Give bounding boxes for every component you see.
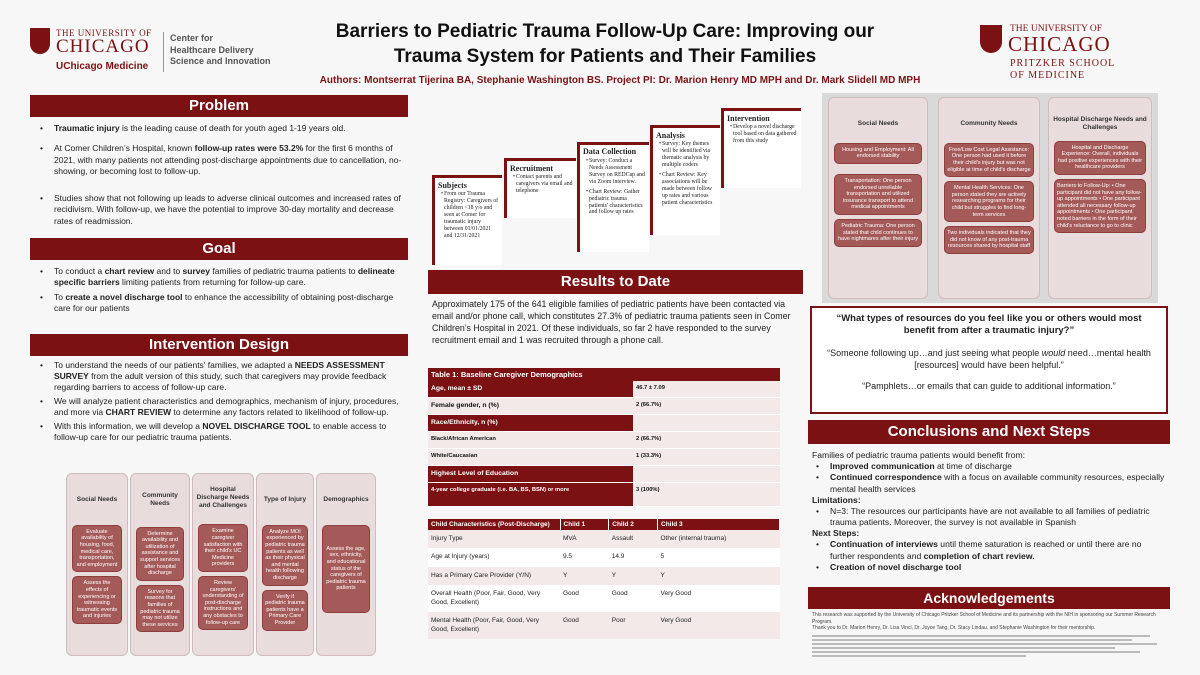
review-item: Verify if pediatric trauma patients have a Primary Care Provider [262,590,308,631]
table2-row [428,548,780,566]
limitations-title: Limitations: [812,494,861,505]
table1-value: 2 (66.7%) [633,432,780,448]
conclusions-body [812,450,1168,573]
stair-1 [432,175,502,265]
quote-box [810,306,1168,414]
stair-items [653,141,720,207]
theme-item: Free/Low Cost Legal Assistance: One person had used it before their child's injury but was not eligible at time of child's discharge [944,143,1034,177]
goal-header: Goal [30,238,408,260]
stair-item: • Chart Review: Key associations will be made between follow up rates and various patient characteristics [655,172,718,207]
table2-cell: Y [563,571,568,579]
ack-header: Acknowledgements [808,587,1170,609]
table1-label: Female gender, n (%) [431,402,499,409]
results-text: Approximately 175 of the 641 eligible families of pediatric patients have been contacted via email and/or phone call, which constitutes 27.3% of pediatric trauma patients seen in Comer Children’s Hospital in 2021. Of these individuals, so far 2 have responded to the survey recruitment email and 1 was recruited through a phone call. [432,299,791,345]
table2-row [428,567,780,585]
results-header: Results to Date [428,270,803,294]
theme-item: Hospital and Discharge Experience: Overall, individuals had positive experiences with their healthcare providers [1054,141,1146,175]
intervention-list [36,360,402,446]
table2-cell: Good [563,617,579,625]
table2-row [428,612,780,639]
table1-row [428,398,780,415]
theme-col-head: Social Needs [857,120,899,127]
table2-cell: Mental Health (Poor, Fair, Good, Very Good, Excellent) [431,617,540,633]
review-item: Determine availability and utilization of assistance and support services after hospital discharge [136,527,184,581]
table2-cell: Y [611,571,617,579]
table2-cell: Age at Injury (years) [431,553,490,561]
table1-value: 2 (66.7%) [633,398,780,414]
stair-item: • Chart Review: Gather pediatric trauma patients' characteristics and follow up rates [582,189,647,217]
table1-row [428,432,780,449]
conclusions-header: Conclusions and Next Steps [808,420,1170,444]
table2-cell: MVA [563,535,577,542]
table2-cell: Poor [611,617,626,625]
table2-cell: Other (internal trauma) [660,535,727,542]
stair-title: Intervention [727,114,770,123]
table2-cell: Has a Primary Care Provider (Y/N) [431,571,532,579]
intervention-bullet-1: • To understand the needs of our patients' families, we adapted a NEEDS ASSESSMENT SURVEY from the adult version of this study, such that caregivers may provide feedback regarding barriers to access of follow-up care. [36,360,402,393]
table1 [428,368,780,507]
table1-value [633,415,780,431]
ack-thanks: Thank you to Dr. Marion Henry, Dr. Lisa Vinci, Dr. Joyce Tang, Dr. Stacy Lindau, and Stephanie Washington for their mentorship. [812,625,1096,631]
table1-body [428,381,780,507]
intervention-header: Intervention Design [30,334,408,356]
quote-2: “Pamphlets…or emails that can guide to additional information.” [862,380,1116,391]
stair-items [724,124,801,145]
logo-line1: THE UNIVERSITY OF [56,28,152,38]
review-col-5 [316,473,376,656]
theme-col-1 [828,97,928,299]
center-line3: Science and Innovation [170,56,271,67]
table2-cell: 9.5 [563,553,573,561]
table2-header-cell: Child 2 [609,519,658,530]
themes-panel [822,93,1158,303]
table1-value [633,466,780,482]
problem-bullet-2: • At Comer Children’s Hospital, known follow-up rates were 53.2% for the first 6 months of 2021, with many patients not attending post-discharge appointments due to cancellation, no-showing, or becoming lost to follow-up. [36,143,402,177]
table2-row [428,530,780,548]
intervention-bullet-2: • We will analyze patient characteristics and demographics, mechanism of injury, procedures, and more via CHART REVIEW to determine any factors related to likelihood of follow-up. [36,396,402,418]
theme-col-3 [1048,97,1152,299]
stair-title: Recruitment [510,164,554,173]
quote-question: “What types of resources do you feel like you or others would most benefit from after a traumatic injury?” [836,313,1142,337]
table2-body [428,530,780,639]
table2-cell: Good [563,590,579,598]
review-item: Survey for reasons that families of pediatric trauma may not utilize these services [136,585,184,633]
right-logo-line3: PRITZKER SCHOOL [1010,58,1116,69]
theme-item: Transportation: One person endorsed unreliable transportation and utilized insurance transport to attend medical appointments [834,174,922,215]
theme-col-2 [938,97,1040,299]
logo-divider [163,32,164,72]
theme-col-head: Hospital Discharge Needs and Challenges [1053,116,1147,131]
review-col-4 [256,473,314,656]
stair-2 [504,158,576,218]
review-col-head: Type of Injury [263,496,307,503]
center-name [170,33,271,68]
stair-title: Analysis [656,131,685,140]
right-logo-line1: THE UNIVERSITY OF [1010,24,1103,34]
conclusion-item: • Continued correspondence with a focus on available community resources, especially mental health services [812,472,1168,494]
table1-label: Race/Ethnicity, n (%) [431,419,498,426]
stair-title: Subjects [438,181,467,190]
review-col-head: Demographics [323,496,369,503]
theme-item: Two individuals indicated that they did not know of any post-trauma resources shared by hospital staff [944,226,1034,254]
stair-4 [650,125,720,235]
center-line1: Center for [170,33,214,43]
stair-items [580,158,649,217]
title-line2: Trauma System for Patients and Their Families [393,45,817,67]
stair-item: • Survey: Key themes will be identified via thematic analysis by multiple coders [655,141,718,169]
limitation-item: • N=3: The resources our participants have are not available to all families of pediatric trauma patients. Moreover, the survey is not available in Spanish [812,506,1168,528]
table2-header-cell: Child 1 [560,519,609,530]
right-logo-line2: CHICAGO [1008,32,1111,56]
references-block [812,635,1168,657]
problem-list [36,123,402,230]
crest-icon [30,28,50,54]
table2-header-cell: Child 3 [658,519,780,530]
goal-bullet-2: • To create a novel discharge tool to enhance the accessibility of obtaining post-discharge care for our patients [36,292,402,315]
theme-item: Barriers to Follow-Up: • One participant did not have any follow-up appointments • One participant attended all necessary follow-up appointments • One participant noted barriers in the form of their child's reluctance to go to clinic [1054,179,1146,233]
stair-item: • Develop a novel discharge tool based on data gathered from this study [726,124,799,145]
table1-row [428,381,780,398]
right-logo-line4: OF MEDICINE [1010,70,1086,81]
goal-bullet-1: • To conduct a chart review and to survey families of pediatric trauma patients to delineate specific barriers limiting patients from returning for follow-up care. [36,266,402,289]
header-right-logo [980,22,1160,86]
table1-value: 1 (33.3%) [633,449,780,465]
conclusions-intro: Families of pediatric trauma patients would benefit from: [812,450,1026,460]
review-col-2 [130,473,190,656]
review-item: Examine caregiver satisfaction with their child's UC Medicine providers [198,524,248,572]
limitations-list [812,506,1168,528]
table2-cell: Injury Type [431,535,463,542]
theme-item: Mental Health Services: One person stated they are actively researching programs for their child but struggles to find long-term services [944,181,1034,222]
table1-row [428,466,780,483]
next-step-item: • Continuation of interviews until theme saturation is reached or until there are no further respondents and completion of chart review. [812,539,1168,561]
table2-cell: Y [660,571,665,579]
review-col-head: Hospital Discharge Needs and Challenges [196,486,250,509]
table2-cell: 14.9 [611,553,625,561]
review-col-1 [66,473,128,656]
table2-cell: Very Good [660,617,692,625]
table2-cell: Assault [611,535,634,542]
next-steps-list [812,539,1168,573]
quote-1: “Someone following up…and just seeing what people would need…mental health [resources] would have been helpful.” [827,347,1151,370]
review-item: Assess the age, sex, ethnicity, and educational status of the caregivers of pediatric trauma patients [322,525,370,613]
table1-title: Table 1: Baseline Caregiver Demographics [428,368,780,381]
table2-cell: 5 [660,553,665,561]
problem-bullet-1: • Traumatic injury is the leading cause of death for youth aged 1-19 years old. [36,123,402,134]
table1-row [428,449,780,466]
title-line1: Barriers to Pediatric Trauma Follow-Up Care: Improving our [335,21,875,42]
review-col-head: Social Needs [76,496,118,503]
table1-label: Black/African American [431,436,496,442]
table2-cell: Good [611,590,628,598]
table2-cell: Overall Health (Poor, Fair, Good, Very Good, Excellent) [431,590,541,606]
table1-label: 4-year college graduate (i.e. BA, BS, BSN) or more [431,487,570,493]
header-left-logo [30,28,290,78]
goal-list [36,266,402,318]
table2-header-cell: Child Characteristics (Post-Discharge) [428,519,560,530]
next-step-item: • Creation of novel discharge tool [812,562,1168,573]
intervention-bullet-3: • With this information, we will develop a NOVEL DISCHARGE TOOL to enable access to follow-up care for our pediatric trauma patients. [36,421,402,443]
crest-icon [980,25,1002,53]
table2-cell: Very Good [660,590,692,598]
ack-body [812,612,1168,659]
table1-label: Highest Level of Education [431,470,519,477]
review-col-head: Community Needs [142,492,178,507]
review-item: Review caregivers' understanding of post-discharge instructions and any obstacles to follow-up care [198,576,248,630]
table1-row [428,483,780,507]
authors: Authors: Montserrat Tijerina BA, Stephanie Washington BS. Project PI: Dr. Marion Henry MD MPH and Dr. Mark Slidell MD MPH [319,75,921,86]
table1-label: Age, mean ± SD [431,385,483,392]
stair-5 [721,108,801,188]
stair-item: • Survey: Conduct a Needs Assessment Survey on REDCap and via Zoom interview. [582,158,647,186]
stair-title: Data Collection [583,147,637,156]
theme-item: Housing and Employment: All endorsed stability [834,143,922,164]
logo-line2: CHICAGO [56,36,150,57]
table1-value: 3 (100%) [633,483,780,506]
table2-header [428,519,780,530]
stair-item: • Contact parents and caregivers via email and telephone [509,174,574,195]
ack-text: This research was supported by the University of Chicago Pritzker School of Medicine and its partnership with the NIH in sponsoring our Summer Research Program. [812,612,1156,625]
stair-3 [577,142,649,252]
center-line2: Healthcare Delivery [170,44,254,55]
problem-header: Problem [30,95,408,117]
next-steps-title: Next Steps: [812,528,860,539]
stair-item: • From our Trauma Registry: Caregivers of children <18 y/o and seen at Comer for traumatic injury between 01/01/2021 and 12/31/2021 [437,191,500,240]
logo-line3: UChicago Medicine [56,61,149,72]
problem-bullet-3: • Studies show that not following up leads to adverse clinical outcomes and increased rates of recidivism. With follow-up, we have the potential to improve 30-day mortality and decrease rates of readmission. [36,193,402,227]
conclusion-item: • Improved communication at time of discharge [812,461,1168,472]
review-item: Analyze MOI experienced by pediatric trauma patients as well as their physical and mental health following discharge [262,525,308,586]
table1-value: 46.7 ± 7.09 [633,381,780,397]
stair-items [435,191,502,240]
review-item: Evaluate availability of housing, food, medical care, transportation, and employment [72,525,122,573]
table1-label: White/Caucasian [431,453,478,459]
stair-items [507,174,576,195]
review-item: Assess the effects of experiencing or witnessing traumatic events and injuries [72,576,122,624]
theme-col-head: Community Needs [960,120,1018,127]
poster-title [280,20,930,69]
theme-item: Pediatric Trauma: One person stated that child continues to have nightmares after their injury [834,219,922,247]
review-col-3 [192,473,254,656]
table1-row [428,415,780,432]
conclusions-list [812,461,1168,495]
table2-row [428,585,780,612]
table2 [428,519,780,639]
